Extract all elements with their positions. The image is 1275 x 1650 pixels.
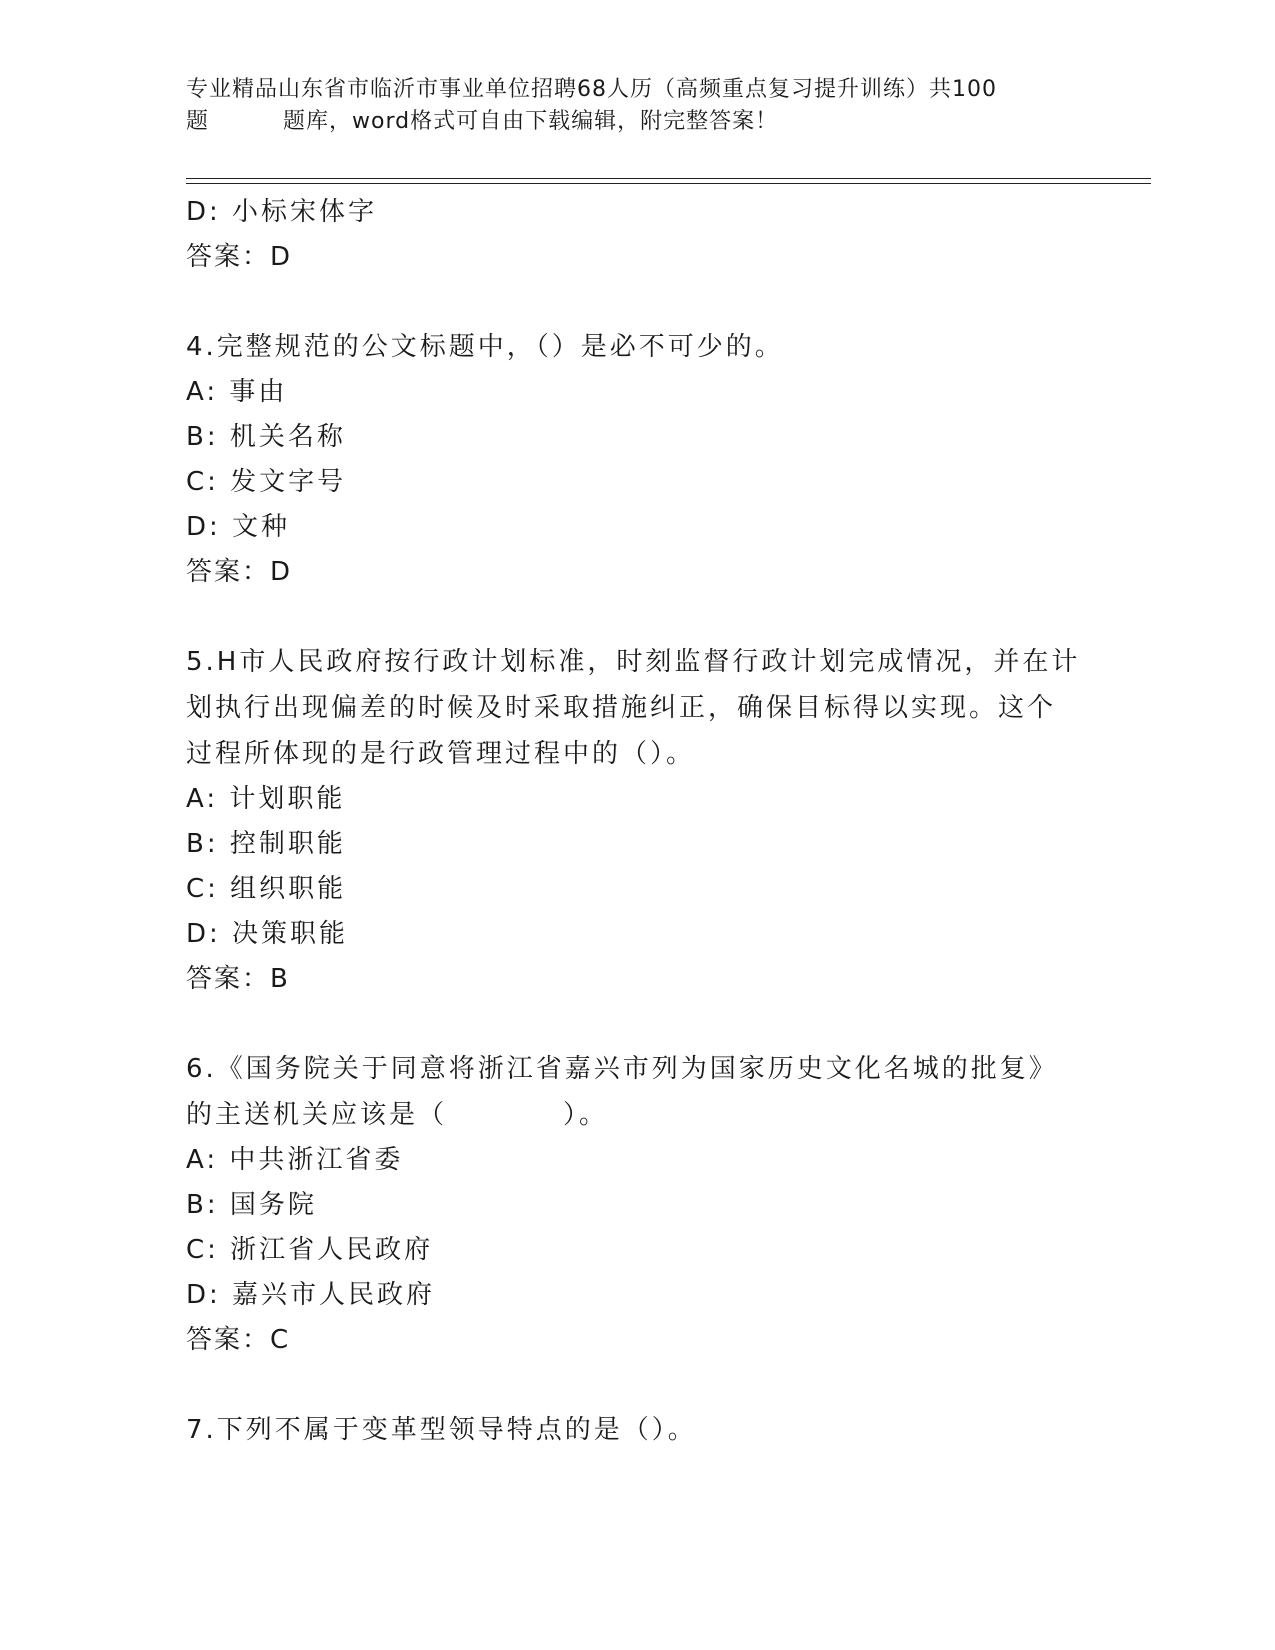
question-stem: 7.下列不属于变革型领导特点的是（）。 [186,1415,697,1445]
question-6 [186,1046,1086,1363]
header-divider-top [186,178,1151,179]
answer: 答案：D [186,557,293,587]
answer: 答案：C [186,1325,291,1355]
question-stem: 5.H市人民政府按行政计划标准，时刻监督行政计划完成情况，并在计 [186,647,1081,677]
option-c: C: 浙江省人民政府 [186,1235,434,1265]
header-line-2-end: 题库，word格式可自由下载编辑，附完整答案！ [283,109,779,134]
header-line-1: 专业精品山东省市临沂市事业单位招聘68人历（高频重点复习提升训练）共100 [186,77,997,102]
option-c: C: 发文字号 [186,467,347,497]
question-stem: 划执行出现偏差的时候及时采取措施纠正，确保目标得以实现。这个 [186,693,1057,723]
header-line-2 [186,106,1076,138]
option-d: D: 小标宋体字 [186,197,378,227]
question-4 [186,324,1086,595]
option-b: B: 控制职能 [186,829,346,859]
question-stem: 6.《国务院关于同意将浙江省嘉兴市列为国家历史文化名城的批复》 [186,1054,1058,1084]
question-stem: 过程所体现的是行政管理过程中的（）。 [186,739,696,769]
question-stem: 的主送机关应该是（ ）。 [186,1100,609,1130]
option-d: D: 文种 [186,512,291,542]
option-a: A: 计划职能 [186,784,346,814]
header-line-2-start: 题 [186,109,210,134]
question-list [186,190,1086,1453]
document-header [186,74,1076,138]
question-5 [186,639,1086,1002]
answer: 答案：B [186,964,290,994]
header-divider-bottom [186,183,1151,184]
option-d: D: 决策职能 [186,919,349,949]
question-stem: 4.完整规范的公文标题中，（）是必不可少的。 [186,332,784,362]
option-d: D: 嘉兴市人民政府 [186,1280,436,1310]
option-b: B: 机关名称 [186,422,346,452]
answer: 答案：D [186,242,293,272]
question-7 [186,1407,1086,1453]
option-c: C: 组织职能 [186,874,347,904]
option-a: A: 事由 [186,377,288,407]
option-b: B: 国务院 [186,1190,317,1220]
option-a: A: 中共浙江省委 [186,1145,404,1175]
